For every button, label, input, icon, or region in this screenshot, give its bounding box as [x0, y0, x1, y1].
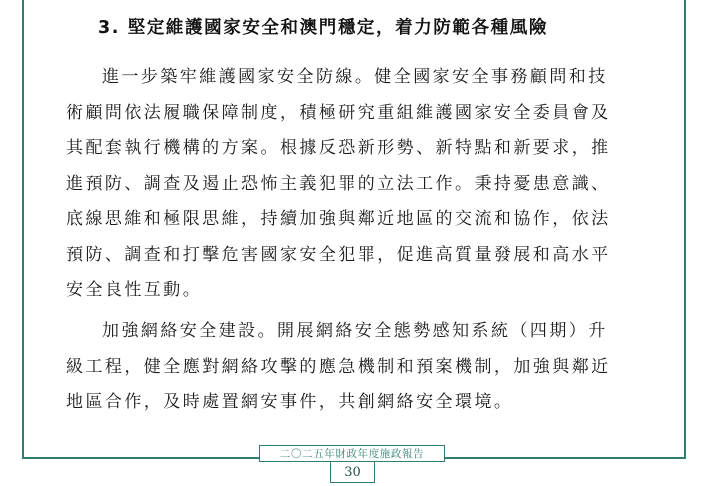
page-number: 30	[330, 461, 375, 483]
footer-report-title: 二〇二五年財政年度施政報告	[259, 445, 445, 462]
paragraph-line: 進預防、調查及遏止恐怖主義犯罪的立法工作。秉持憂患意識、	[66, 173, 611, 194]
paragraph-national-security	[66, 60, 646, 309]
paragraph-line: 其配套執行機構的方案。根據反恐新形勢、新特點和新要求，推	[66, 138, 611, 158]
paragraph-line: 預防、調查和打擊危害國家安全犯罪，促進高質量發展和高水平	[66, 244, 611, 265]
paragraph-line: 底線思維和極限思維，持續加強與鄰近地區的交流和協作，依法	[66, 209, 611, 229]
paragraph-line: 安全良性互動。	[66, 280, 203, 300]
section-heading: 3. 堅定維護國家安全和澳門穩定，着力防範各種風險	[98, 18, 548, 38]
paragraph-line: 術顧問依法履職保障制度，積極研究重組維護國家安全委員會及	[66, 102, 611, 123]
paragraph-line: 地區合作，及時處置網安事件，共創網絡安全環境。	[66, 392, 514, 412]
paragraph-line: 加強網絡安全建設。開展網絡安全態勢感知系統（四期）升	[102, 321, 608, 341]
paragraph-line: 級工程，健全應對網絡攻擊的應急機制和預案機制，加強與鄰近	[66, 356, 611, 377]
paragraph-cyber-security	[66, 314, 646, 421]
paragraph-line: 進一步築牢維護國家安全防線。健全國家安全事務顧問和技	[102, 67, 608, 87]
